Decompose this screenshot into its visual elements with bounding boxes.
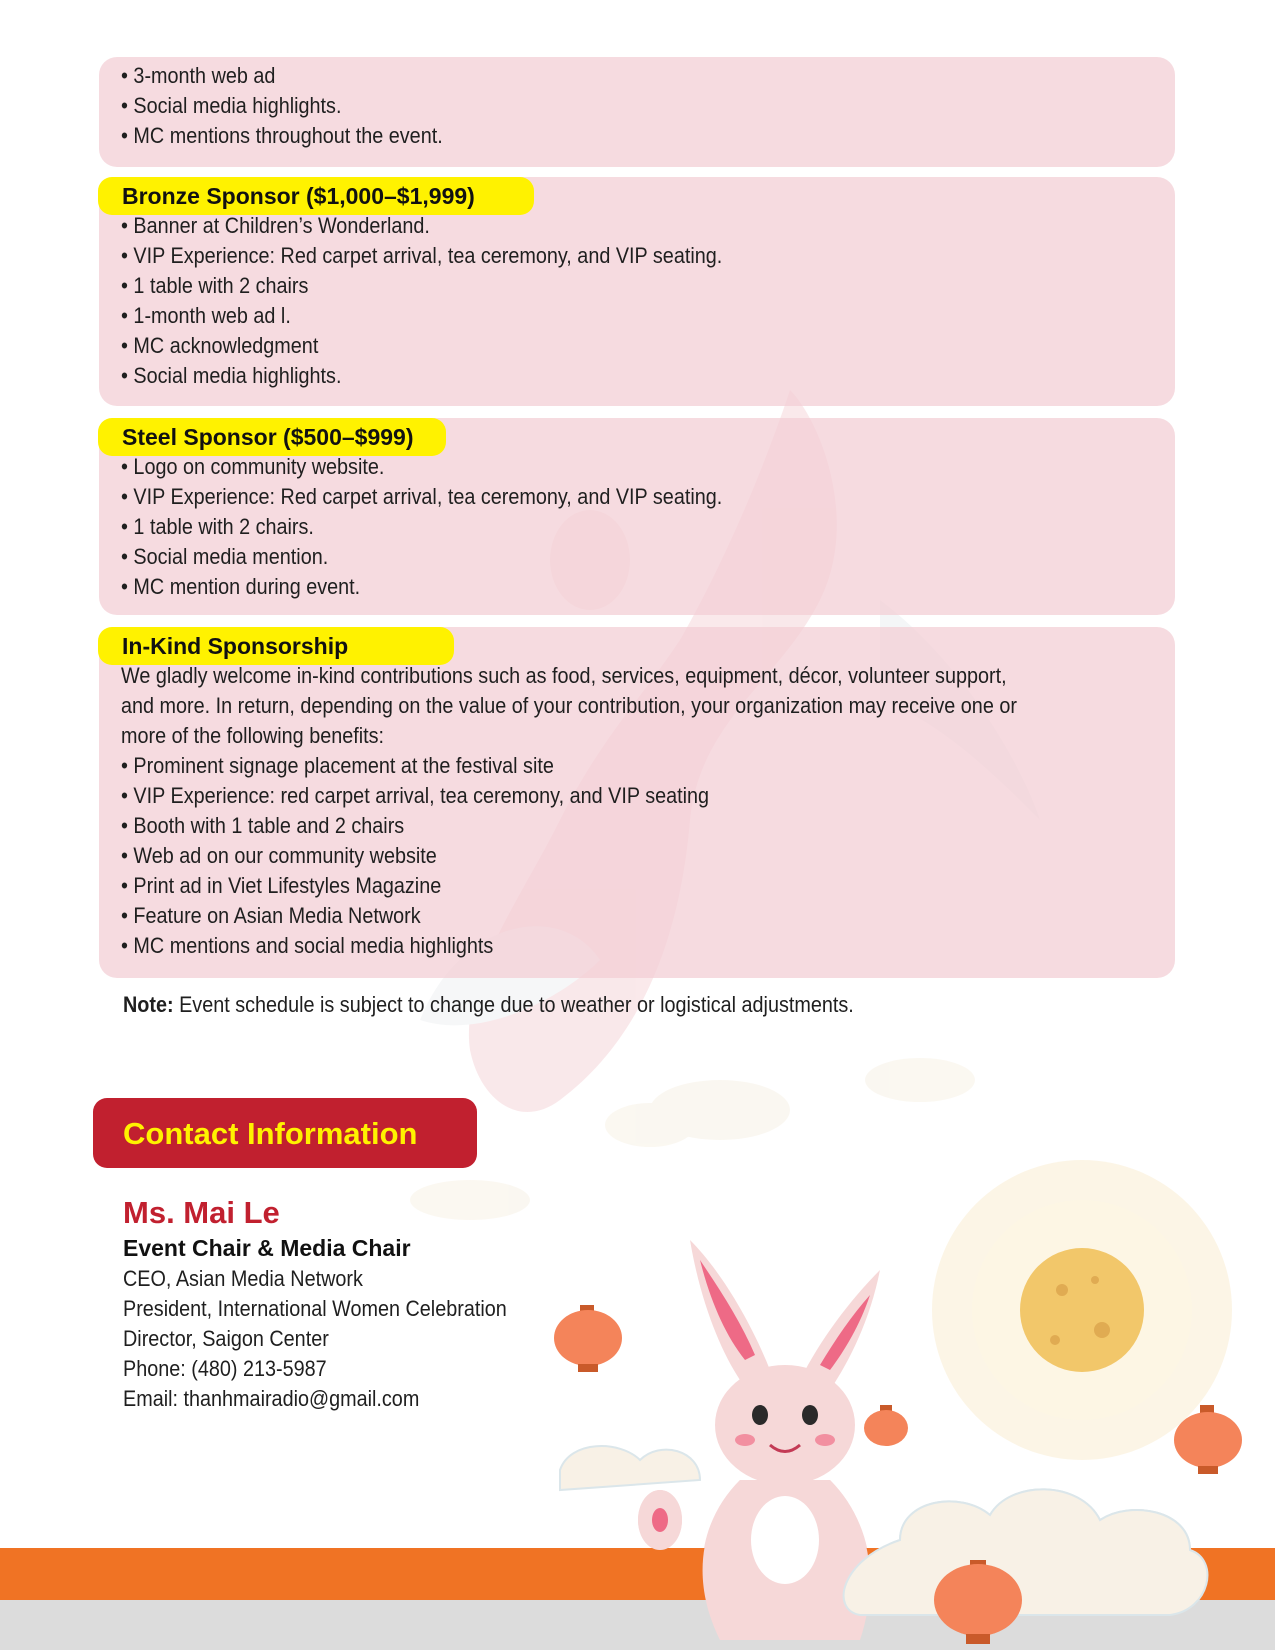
list-item: • VIP Experience: Red carpet arrival, tea ceremony, and VIP seating. [121,243,723,268]
inkind-sponsorship-title: In-Kind Sponsorship [98,627,454,665]
inkind-content [121,661,1153,961]
bronze-sponsor-box [99,177,1175,406]
bronze-sponsor-title: Bronze Sponsor ($1,000–$1,999) [98,177,534,215]
list-item: • VIP Experience: red carpet arrival, tea ceremony, and VIP seating [121,783,710,808]
bronze-benefit-list [121,211,1153,391]
list-item: • Social media highlights. [121,93,342,118]
list-item: • 1 table with 2 chairs. [121,514,314,539]
intro-text-line: We gladly welcome in-kind contributions such as food, services, equipment, décor, volunteer support, [121,663,1007,688]
note-label: Note: [123,992,174,1017]
steel-benefit-list [121,452,1153,602]
list-item: • MC mention during event. [121,574,361,599]
list-item: • MC acknowledgment [121,333,319,358]
contact-line: President, International Women Celebration [123,1296,507,1321]
list-item: • 3-month web ad [121,63,276,88]
note-text: Event schedule is subject to change due to weather or logistical adjustments. [173,992,854,1017]
moon-illustration [932,1160,1232,1460]
footer-orange-stripe [0,1548,1275,1600]
contact-line: Director, Saigon Center [123,1326,329,1351]
lantern-illustration [554,1305,1242,1474]
list-item: • Banner at Children’s Wonderland. [121,213,430,238]
intro-text-line: and more. In return, depending on the value of your contribution, your organization may receive one or [121,693,1017,718]
list-item: • Social media mention. [121,544,329,569]
contact-role: Event Chair & Media Chair [123,1235,411,1261]
list-item: • 1-month web ad l. [121,303,291,328]
footer-gray-stripe [0,1600,1275,1650]
list-item: • Print ad in Viet Lifestyles Magazine [121,873,442,898]
list-item: • Logo on community website. [121,454,385,479]
inkind-sponsorship-box [99,627,1175,978]
list-item: • 1 table with 2 chairs [121,273,309,298]
list-item: • Booth with 1 table and 2 chairs [121,813,405,838]
list-item: • Prominent signage placement at the festival site [121,753,554,778]
list-item: • VIP Experience: Red carpet arrival, tea ceremony, and VIP seating. [121,484,723,509]
contact-line: CEO, Asian Media Network [123,1266,363,1291]
contact-details [123,1194,549,1414]
sponsor-tier-continuation-box [99,57,1175,167]
intro-text-line: more of the following benefits: [121,723,385,748]
steel-sponsor-box [99,418,1175,615]
list-item: • MC mentions throughout the event. [121,123,443,148]
contact-email: Email: thanhmairadio@gmail.com [123,1386,420,1411]
continuation-benefit-list [121,61,1153,151]
contact-information-banner [93,1098,477,1168]
list-item: • Feature on Asian Media Network [121,903,421,928]
schedule-note [123,990,854,1020]
contact-name: Ms. Mai Le [123,1195,280,1230]
list-item: • Social media highlights. [121,363,342,388]
list-item: • MC mentions and social media highlights [121,933,494,958]
steel-sponsor-title: Steel Sponsor ($500–$999) [98,418,446,456]
list-item: • Web ad on our community website [121,843,437,868]
contact-information-heading: Contact Information [123,1116,418,1151]
contact-phone: Phone: (480) 213-5987 [123,1356,327,1381]
